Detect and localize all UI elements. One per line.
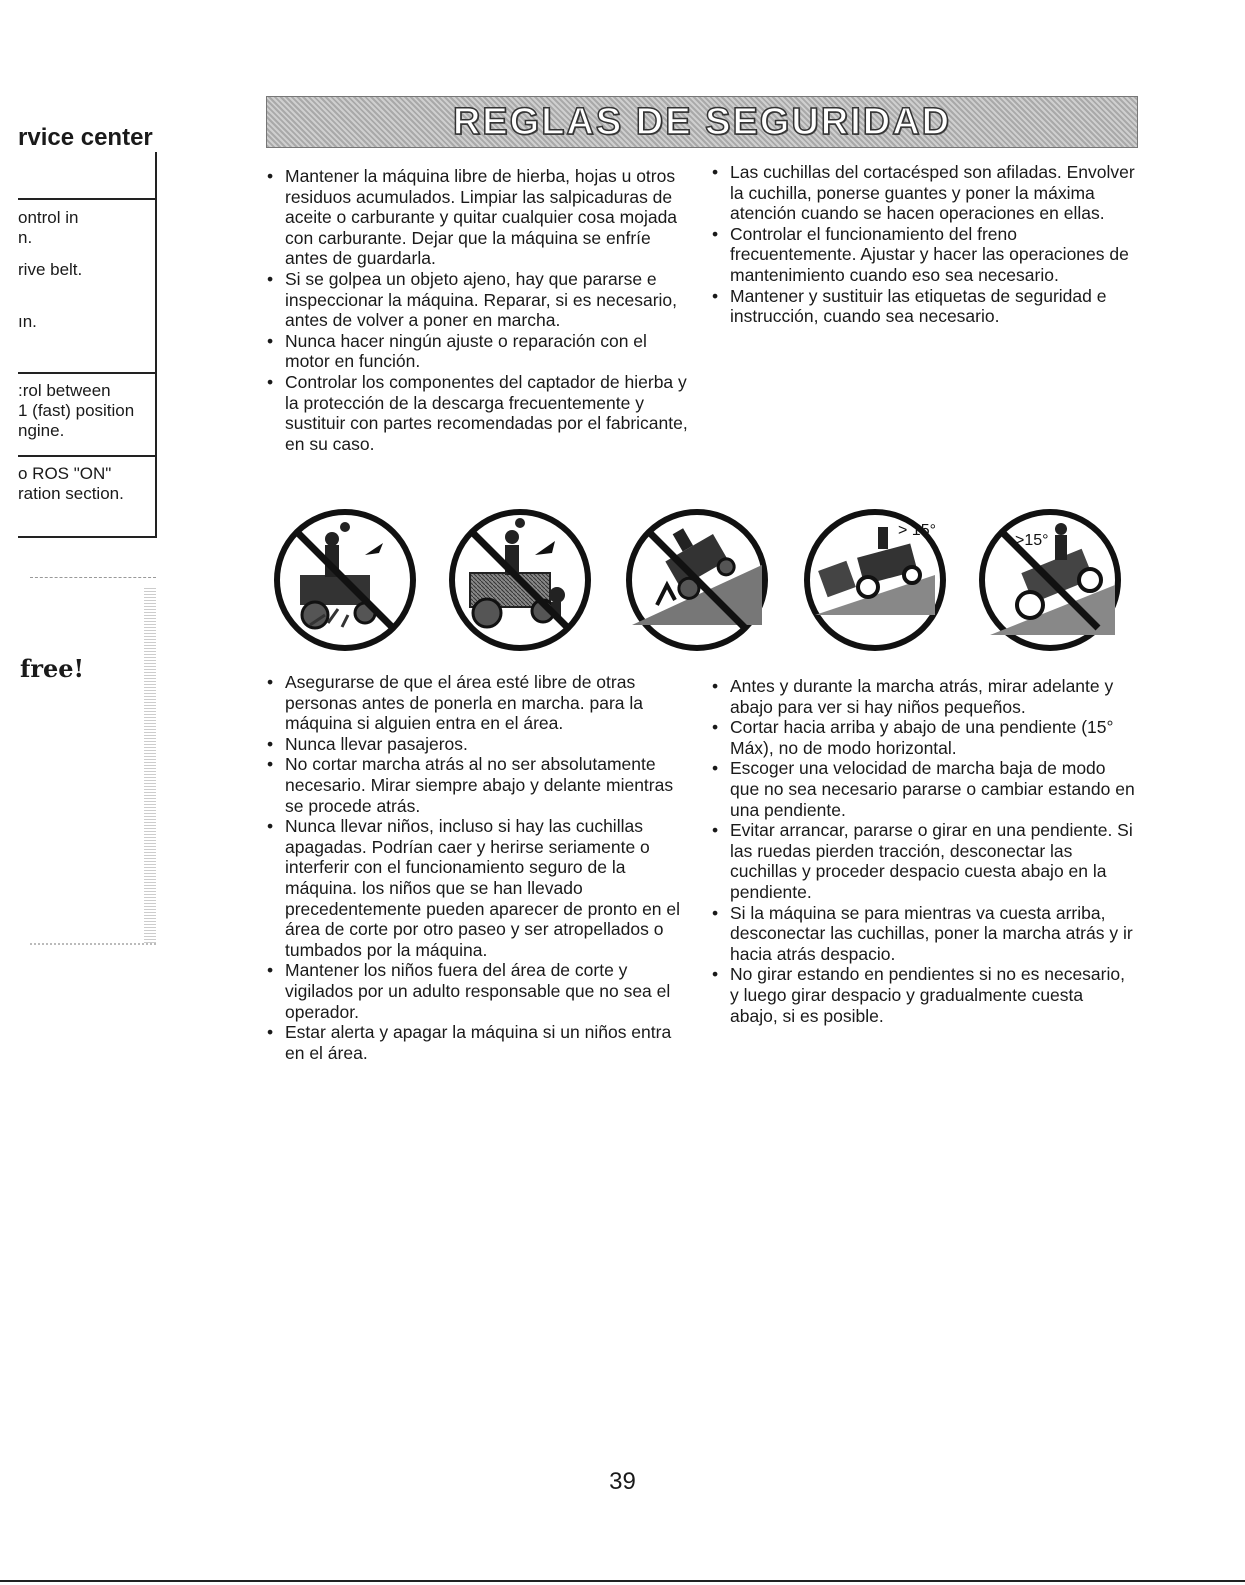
rule-item: • No girar estando en pendientes si no es necesario, y luego girar despacio y gradualmente cuesta abajo, si es posible. <box>710 964 1135 1026</box>
left-divider <box>18 372 156 374</box>
rule-item: • Nunca llevar niños, incluso si hay las cuchillas apagadas. Podrían caer y herirse seriamente o interferir con el funcionamiento seguro de la máquina. los niños que se han llevado precedentemente pueden aparecer de pronto en el área de corte por otro paseo y ser atropellados o tumbados por la máquina. <box>265 816 695 960</box>
section-banner <box>266 96 1138 148</box>
page-number: 39 <box>609 1468 636 1495</box>
slope-up-down-icon <box>800 505 950 655</box>
slope-angle-label: > 15° <box>898 522 936 539</box>
rule-item: • Las cuchillas del cortacésped son afiladas. Envolver la cuchilla, ponerse guantes y poner la máxima atención cuando se hacen operaciones en ellas. <box>710 162 1135 224</box>
left-text-line: rive belt. <box>18 260 83 279</box>
left-partial-column <box>0 0 170 980</box>
rule-item: • Mantener y sustituir las etiquetas de seguridad e instrucción, cuando sea necesario. <box>710 286 1135 327</box>
rule-item: • Estar alerta y apagar la máquina si un niños entra en el área. <box>265 1022 695 1063</box>
left-text-line: o ROS "ON" <box>18 464 112 483</box>
rule-item: • Escoger una velocidad de marcha baja de modo que no sea necesario pararse o cambiar estando en una pendiente. <box>710 758 1135 820</box>
left-text-line: 1 (fast) position <box>18 401 135 420</box>
rule-item: • Nunca hacer ningún ajuste o reparación con el motor en función. <box>265 331 695 372</box>
safety-icons-row <box>270 505 1130 655</box>
rule-item: • Si la máquina se para mientras va cuesta arriba, desconectar las cuchillas, poner la marcha atrás y ir hacia atrás despacio. <box>710 903 1135 965</box>
banner-title: REGLAS DE SEGURIDAD <box>452 100 952 143</box>
bottom-rule <box>0 1580 1245 1582</box>
no-cross-slope-icon <box>975 505 1125 655</box>
left-text-line: n. <box>18 228 33 247</box>
left-text-line: ration section. <box>18 484 124 503</box>
left-text-line: ın. <box>18 312 37 331</box>
rule-item: • Si se golpea un objeto ajeno, hay que pararse e inspeccionar la máquina. Reparar, si es necesario, antes de volver a poner en marcha. <box>265 269 695 331</box>
rule-item: • Nunca llevar pasajeros. <box>265 734 695 755</box>
rules-list-bottom-right <box>710 676 1135 1026</box>
rule-item: • Cortar hacia arriba y abajo de una pendiente (15° Máx), no de modo horizontal. <box>710 717 1135 758</box>
free-label: free! <box>20 654 85 683</box>
slope-tipping-icon <box>622 505 772 655</box>
rule-item: • Controlar los componentes del captador de hierba y la protección de la descarga frecuentemente y sustituir con partes recomendadas por el fabricante, en su caso. <box>265 372 695 454</box>
rule-item: • Evitar arrancar, pararse o girar en una pendiente. Si las ruedas pierden tracción, desconectar las cuchillas y proceder despacio cuesta abajo en la pendiente. <box>710 820 1135 902</box>
left-text-line: :rol between <box>18 381 111 400</box>
rules-list-top-right <box>710 162 1135 327</box>
left-divider <box>18 455 156 457</box>
left-column-title: rvice center <box>18 124 153 151</box>
rule-item: • Mantener los niños fuera del área de corte y vigilados por un adulto responsable que no sea el operador. <box>265 960 695 1022</box>
slope-angle-label: >15° <box>1015 532 1049 549</box>
rule-item: • Asegurarse de que el área esté libre de otras personas antes de ponerla en marcha. para la máquina si alguien entra en el área. <box>265 672 695 734</box>
rules-list-top-left <box>265 166 695 454</box>
rule-item: • Mantener la máquina libre de hierba, hojas u otros residuos acumulados. Limpiar las salpicaduras de aceite o carburante y quitar cualquier cosa mojada con carburante. Dejar que la máquina se enfríe antes de guardarla. <box>265 166 695 269</box>
left-text-line: ngine. <box>18 421 65 440</box>
left-box-right-border <box>155 152 157 538</box>
no-children-icon <box>445 505 595 655</box>
left-divider <box>18 536 156 538</box>
left-divider <box>18 198 156 200</box>
rule-item: • Antes y durante la marcha atrás, mirar adelante y abajo para ver si hay niños pequeños. <box>710 676 1135 717</box>
rule-item: • Controlar el funcionamiento del freno frecuentemente. Ajustar y hacer las operaciones de mantenimiento cuando eso sea necesario. <box>710 224 1135 286</box>
left-text-line: ontrol in <box>18 208 79 227</box>
dotted-box <box>30 577 156 945</box>
rules-list-bottom-left <box>265 672 695 1063</box>
rule-item: • No cortar marcha atrás al no ser absolutamente necesario. Mirar siempre abajo y delante mientras se procede atrás. <box>265 754 695 816</box>
no-passengers-icon <box>270 505 420 655</box>
